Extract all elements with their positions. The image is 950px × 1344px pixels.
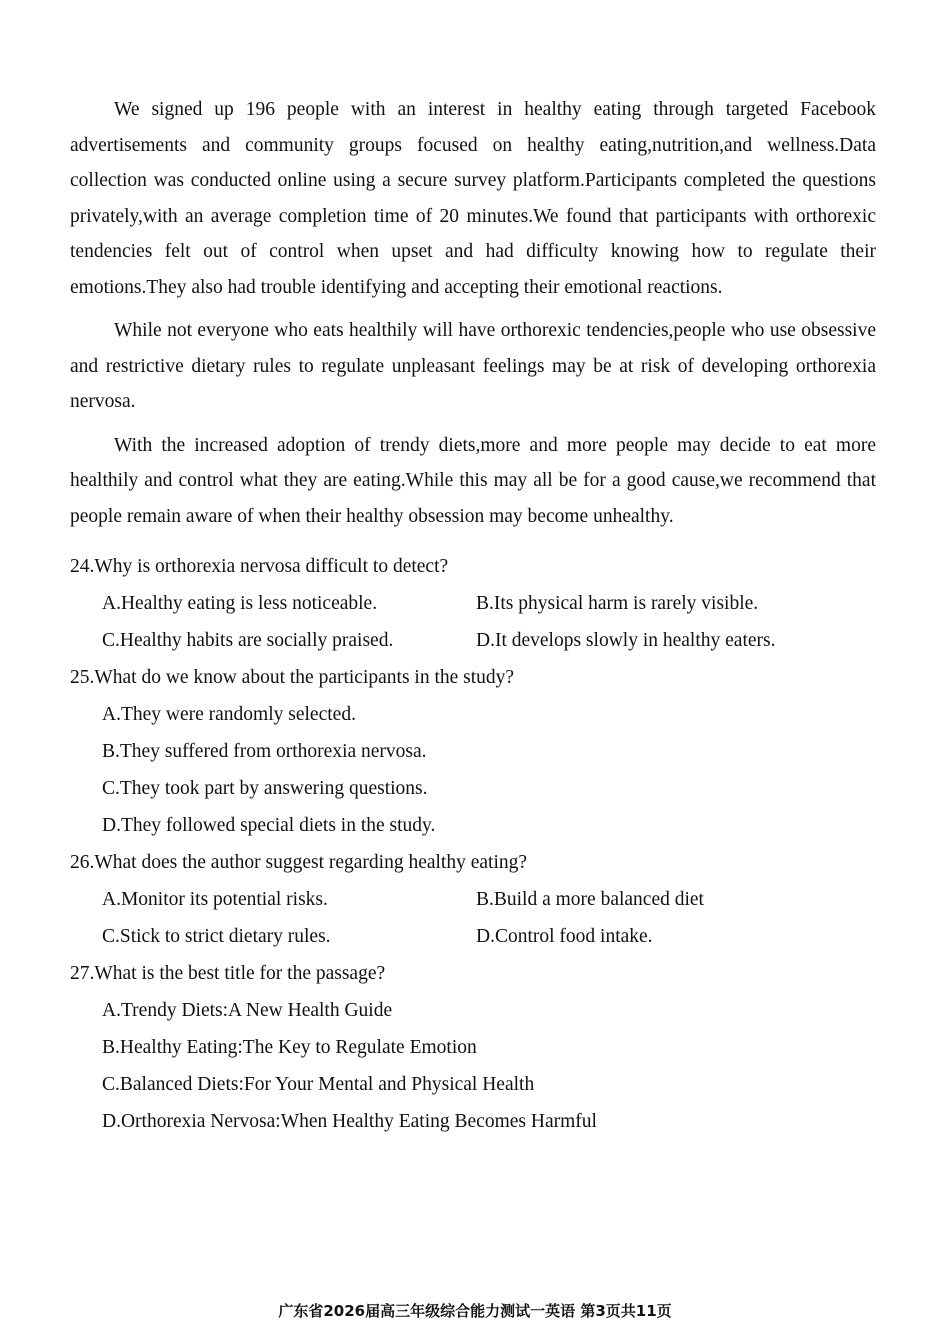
option-b: B.Healthy Eating:The Key to Regulate Emotion (102, 1037, 477, 1058)
option-b: B.Build a more balanced diet (476, 889, 704, 910)
option-row (70, 918, 876, 955)
option-c: C.They took part by answering questions. (102, 778, 428, 799)
option-b: B.They suffered from orthorexia nervosa. (102, 741, 427, 762)
question-stem: 26.What does the author suggest regarding healthy eating? (70, 852, 528, 873)
reading-passage (70, 92, 876, 534)
question-27 (70, 955, 876, 1140)
option-d: D.Control food intake. (476, 926, 653, 947)
passage-paragraph: With the increased adoption of trendy diets,more and more people may decide to eat more healthily and control what they are eating.While this may all be for a good cause,we recommend that people remain aware of when their healthy obsession may become unhealthy. (70, 434, 876, 527)
question-stem: 25.What do we know about the participants in the study? (70, 667, 515, 688)
option-a: A.Healthy eating is less noticeable. (102, 593, 378, 614)
option-d: D.Orthorexia Nervosa:When Healthy Eating Becomes Harmful (102, 1111, 597, 1132)
question-25 (70, 659, 876, 844)
page-footer: 广东省2026届高三年级综合能力测试一英语 第3页共11页 (278, 1302, 672, 1320)
option-row (70, 622, 876, 659)
question-list (70, 548, 876, 1140)
option-row (70, 585, 876, 622)
option-b: B.Its physical harm is rarely visible. (476, 593, 759, 614)
passage-paragraph: While not everyone who eats healthily will have orthorexic tendencies,people who use obsessive and restrictive dietary rules to regulate unpleasant feelings may be at risk of developing orthorexia nervosa. (70, 320, 876, 412)
option-c: C.Healthy habits are socially praised. (102, 630, 394, 651)
question-stem: 27.What is the best title for the passage? (70, 963, 386, 984)
option-d: D.They followed special diets in the study. (102, 815, 436, 836)
option-a: A.Trendy Diets:A New Health Guide (102, 1000, 393, 1021)
option-c: C.Stick to strict dietary rules. (102, 926, 331, 947)
option-c: C.Balanced Diets:For Your Mental and Physical Health (102, 1074, 535, 1095)
option-row (70, 881, 876, 918)
passage-paragraph: We signed up 196 people with an interest in healthy eating through targeted Facebook advertisements and community groups focused on healthy eating,nutrition,and wellness.Data collection was conducted online using a secure survey platform.Participants completed the questions privately,with an average completion time of 20 minutes.We found that participants with orthorexic tendencies felt out of control when upset and had difficulty knowing how to regulate their emotions.They also had trouble identifying and accepting their emotional reactions. (70, 99, 876, 298)
option-a: A.Monitor its potential risks. (102, 889, 328, 910)
option-d: D.It develops slowly in healthy eaters. (476, 630, 776, 651)
question-stem: 24.Why is orthorexia nervosa difficult to detect? (70, 556, 449, 577)
question-24 (70, 548, 876, 659)
question-26 (70, 844, 876, 955)
document-page (70, 92, 876, 1140)
option-a: A.They were randomly selected. (102, 704, 356, 725)
